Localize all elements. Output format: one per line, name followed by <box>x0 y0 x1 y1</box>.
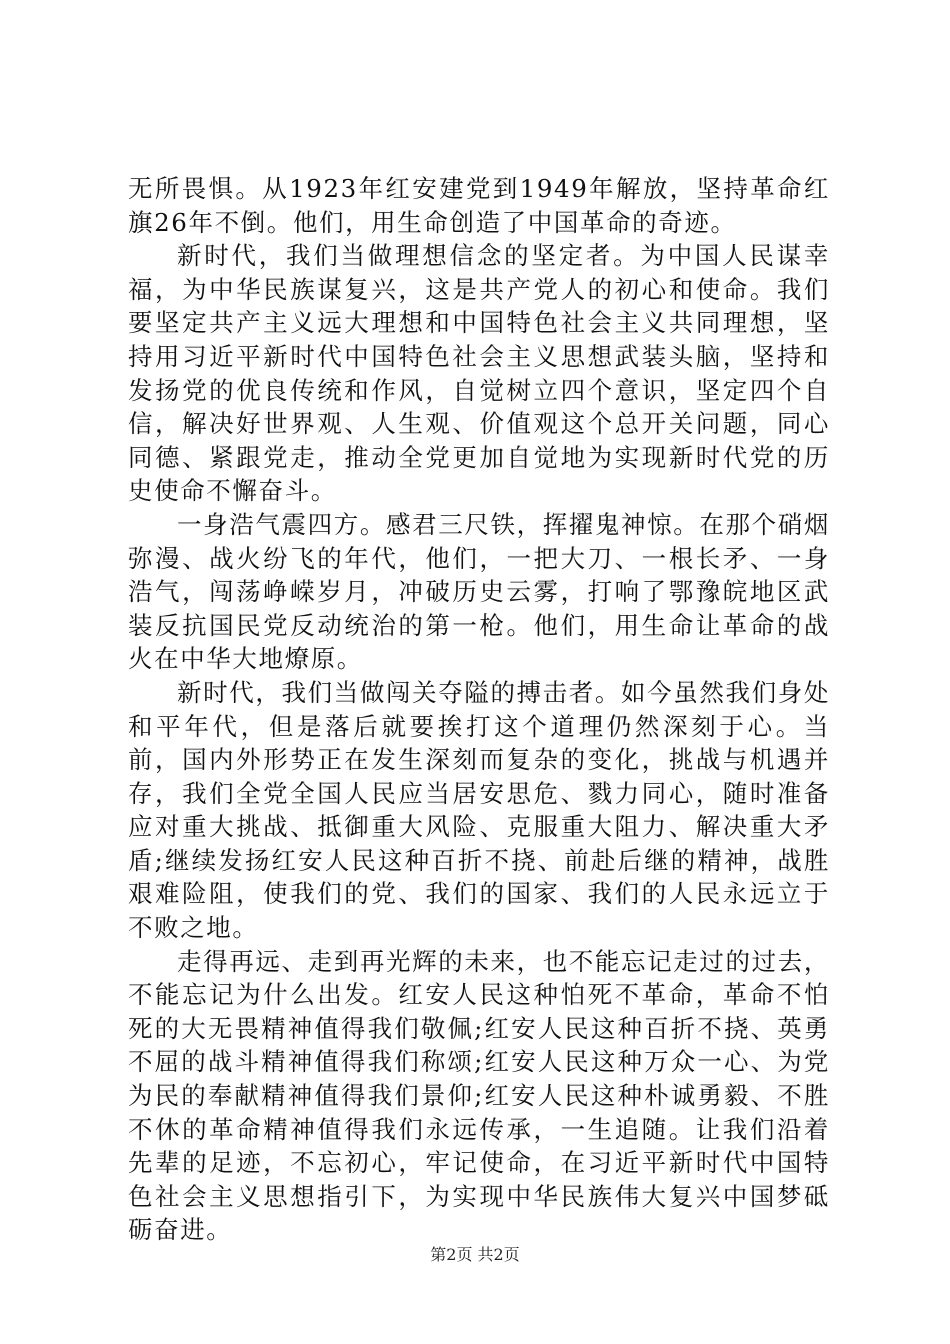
paragraph-4: 新时代，我们当做闯关夺隘的搏击者。如今虽然我们身处和平年代，但是落后就要挨打这个道理仍然深刻于心。当前，国内外形势正在发生深刻而复杂的变化，挑战与机遇并存，我们全党全国人民应当居安思危、戮力同心，随时准备应对重大挑战、抵御重大风险、克服重大阻力、解决重大矛盾;继续发扬红安人民这种百折不挠、前赴后继的精神，战胜艰难险阻，使我们的党、我们的国家、我们的人民永远立于不败之地。 <box>128 677 830 943</box>
paragraph-1: 无所畏惧。从1923年红安建党到1949年解放，坚持革命红旗26年不倒。他们，用生命创造了中国革命的奇迹。 <box>128 174 830 237</box>
document-body <box>128 172 830 1247</box>
paragraph-2: 新时代，我们当做理想信念的坚定者。为中国人民谋幸福，为中华民族谋复兴，这是共产党人的初心和使命。我们要坚定共产主义远大理想和中国特色社会主义共同理想，坚持用习近平新时代中国特色社会主义思想武装头脑，坚持和发扬党的优良传统和作风，自觉树立四个意识，坚定四个自信，解决好世界观、人生观、价值观这个总开关问题，同心同德、紧跟党走，推动全党更加自觉地为实现新时代党的历史使命不懈奋斗。 <box>128 241 830 506</box>
page-number-footer: 第2页 共2页 <box>430 1245 520 1264</box>
paragraph-3: 一身浩气震四方。感君三尺铁，挥擢鬼神惊。在那个硝烟弥漫、战火纷飞的年代，他们，一把大刀、一根长矛、一身浩气，闯荡峥嵘岁月，冲破历史云雾，打响了鄂豫皖地区武装反抗国民党反动统治的第一枪。他们，用生命让革命的战火在中华大地燎原。 <box>128 509 830 674</box>
paragraph-5: 走得再远、走到再光辉的未来，也不能忘记走过的过去，不能忘记为什么出发。红安人民这种怕死不革命，革命不怕死的大无畏精神值得我们敬佩;红安人民这种百折不挠、英勇不屈的战斗精神值得我们称颂;红安人民这种万众一心、为党为民的奉献精神值得我们景仰;红安人民这种朴诚勇毅、不胜不休的革命精神值得我们永远传承，一生追随。让我们沿着先辈的足迹，不忘初心，牢记使命，在习近平新时代中国特色社会主义思想指引下，为实现中华民族伟大复兴中国梦砥砺奋进。 <box>128 946 830 1245</box>
